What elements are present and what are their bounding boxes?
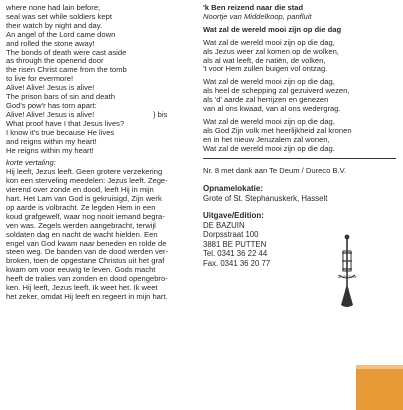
lyrics-line: What proof have I that Jesus lives? — [6, 118, 125, 128]
lyrics-line: and reigns within my heart! — [6, 136, 97, 146]
recording-heading: Opnamelokatie: — [203, 183, 264, 193]
lyrics-line: where none had lain before; — [6, 3, 101, 12]
publisher-line: Dorpsstraat 100 — [203, 230, 259, 240]
left-column — [6, 4, 194, 302]
recording-place: Grote of St. Stephanuskerk, Hasselt — [203, 193, 328, 203]
stanza3-line: en in het nieuw Jeruzalem zal wonen, — [203, 134, 330, 144]
translation-line: heeft de tralies van zonden en dood opengebro- — [6, 274, 168, 284]
translation-line: het zeker, omdat Hij leeft en regeert in mijn hart. — [6, 292, 168, 301]
translation-line: hart. Het Lam van God is gekruisigd, Zijn werk — [6, 194, 162, 204]
stanza2-line: als 'd' aarde zal herrijzen en genezen — [203, 95, 329, 105]
publisher-line: Tel. 0341 36 22 44 — [203, 249, 268, 259]
translation-line: broken, toen de opgestane Christus uit het graf — [6, 256, 165, 266]
stanza2-line: van al ons kwaad, van al ons wedergrag. — [203, 104, 341, 114]
lyrics-line: He reigns within my heart! — [6, 145, 94, 155]
publisher-line: DE BAZUIN — [203, 220, 245, 230]
stanza3-line: als God Zijn volk met heerlijkheid zal kronen — [203, 125, 352, 135]
lyrics-line: I know it's true because He lives — [6, 127, 115, 137]
repeat-mark: } bis — [153, 110, 168, 119]
translation-line: Hij leeft, Jezus leeft. Geen grotere verzekering — [6, 167, 163, 177]
lyrics-line: God's pow'r has torn apart: — [6, 100, 97, 110]
translation-text — [6, 168, 194, 302]
translation-line: koud grafgewelf, waar nog nooit iemand begra- — [6, 211, 165, 221]
logo-text: DE BAZUIN — [337, 274, 357, 279]
lyrics-lines — [6, 4, 194, 155]
stanza-3 — [203, 118, 396, 154]
translation-line: vierend over zonde en dood, leeft Hij in mijn — [6, 185, 154, 195]
trumpet-logo-icon — [331, 231, 363, 309]
lyrics-line: and rolled the stone away! — [6, 38, 95, 48]
translation-line: engel van God kwam naar beneden en rolde de — [6, 238, 167, 248]
right-column — [203, 3, 396, 279]
translation-line: soldaten dag en nacht de wacht hielden. Een — [6, 229, 158, 239]
publisher-line: 3881 BE PUTTEN — [203, 239, 267, 249]
stanza2-line: als heel de schepping zal gezuiverd wezen, — [203, 86, 350, 96]
lyrics-line: as through the openend door — [6, 56, 104, 66]
stanza1-line: als al wat leeft, de natiën, de volken, — [203, 55, 326, 65]
publisher-heading: Uitgave/Edition: — [203, 210, 264, 220]
publisher-address — [203, 221, 396, 268]
stanza1-line: 't voor Hem zullen buigen vol ontzag. — [203, 64, 328, 74]
translation-line: op aarde is volbracht. Ze legden Hem in een — [6, 202, 156, 212]
translation-line: ven was. Zegels werden aangebracht, terwijl — [6, 220, 156, 230]
publisher-block — [203, 220, 396, 279]
english-lyrics — [6, 4, 194, 155]
translation-line: steen weg. De banden van de dood werden ver- — [6, 247, 169, 257]
stanza1-line: als Jezus weer zal komen op de wolken, — [203, 46, 339, 56]
lyrics-line: their watch by night and day. — [6, 20, 103, 30]
lyrics-line: Alive! Alive! Jesus is alive! — [6, 109, 95, 119]
song2-title: Wat zal de wereld mooi zijn op die dag — [203, 24, 342, 34]
translation-heading: korte vertaling: — [6, 158, 56, 168]
stanza-1 — [203, 39, 396, 75]
translation-line: ken. Hij leeft, Jezus leeft. Ik weet het. Ik weet — [6, 283, 158, 293]
song-author: Noortje van Middelkoop, panfluit — [203, 11, 312, 21]
stanza1-line: Wat zal de wereld mooi zijn op die dag, — [203, 37, 335, 47]
stanza2-line: Wat zal de wereld mooi zijn op die dag, — [203, 77, 335, 87]
orange-corner-tab — [356, 365, 403, 410]
lyrics-line: the risen Christ came from the tomb — [6, 65, 127, 75]
lyrics-line: The prison bars of sin and death — [6, 92, 115, 102]
lyrics-line: seal was set while soldiers kept — [6, 11, 112, 21]
lyrics-line: The bonds of death were cast aside — [6, 47, 127, 57]
translation-line: kwam om voor eeuwig te leven. Gods macht — [6, 265, 156, 275]
divider — [203, 158, 396, 159]
stanza-2 — [203, 78, 396, 114]
translation-line: kon een sterveling meedelen: Jezus leeft. Zege- — [6, 176, 168, 186]
lyrics-line: An angel of the Lord came down — [6, 29, 116, 39]
publisher-line: Fax. 0341 36 20 77 — [203, 258, 271, 268]
song-title: 'k Ben reizend naar die stad — [203, 3, 304, 12]
lyrics-line: to live for evermore! — [6, 74, 74, 84]
credit-note: Nr. 8 met dank aan Te Deum / Dureco B.V. — [203, 165, 347, 175]
stanza3-line: Wat zal de wereld mooi zijn op die dag, — [203, 116, 335, 126]
stanza3-line: Wat zal de wereld mooi zijn op die dag. — [203, 143, 335, 153]
lyrics-line: Alive! Alive! Jesus is alive! — [6, 83, 95, 93]
